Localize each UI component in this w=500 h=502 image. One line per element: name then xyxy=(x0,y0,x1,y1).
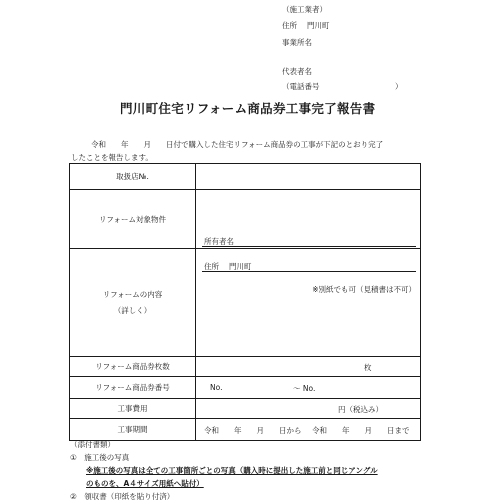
content-note: ※別紙でも可（見積書は不可） xyxy=(312,284,416,294)
target-property-field[interactable] xyxy=(196,190,421,271)
target-property-label: リフォーム対象物件 xyxy=(70,190,196,249)
cost-field[interactable] xyxy=(196,399,421,419)
header-address-label: 住所 xyxy=(282,21,297,30)
content-sub-label: （詳しく） xyxy=(113,306,152,315)
voucher-no-label: リフォーム商品券番号 xyxy=(70,377,196,399)
property-address-value: 門川町 xyxy=(229,262,252,271)
period-to: 令和 年 月 日まで xyxy=(312,426,410,435)
attachments-heading: （添付書類） xyxy=(70,440,115,449)
intro-line-1: 令和 年 月 日付で購入した住宅リフォーム商品券の工事が下記のとおり完了 xyxy=(91,140,384,149)
office-name-label: 事業所名 xyxy=(282,38,312,47)
attachment-note-b: のものを、A４サイズ用紙へ貼付） xyxy=(86,479,204,488)
period-from: 令和 年 月 日から xyxy=(204,426,302,435)
content-label: リフォームの内容 （詳しく） xyxy=(70,249,196,357)
phone-label: （電話番号 xyxy=(282,82,320,91)
voucher-no-field[interactable] xyxy=(196,377,421,399)
property-address-label: 住所 xyxy=(204,262,219,271)
report-table xyxy=(69,163,421,441)
cost-label: 工事費用 xyxy=(70,399,196,419)
period-label: 工事期間 xyxy=(70,419,196,441)
owner-name-label: 所有者名 xyxy=(204,237,234,246)
contractor-label: （施工業者） xyxy=(282,5,327,14)
voucher-count-unit: 枚 xyxy=(364,363,372,372)
address-underline xyxy=(202,271,416,272)
attachment-item-1: ① 施工後の写真 xyxy=(70,453,130,462)
header-address-value: 門川町 xyxy=(307,21,330,30)
cost-unit: 円（税込み） xyxy=(338,405,383,414)
phone-close: ） xyxy=(395,82,403,91)
voucher-count-field[interactable] xyxy=(196,357,421,377)
voucher-no-from: No. xyxy=(210,383,223,392)
attachment-item-2: ② 領収書（印紙を貼り付済） xyxy=(70,492,175,501)
attachment-note-a: ※施工後の写真は全ての工事箇所ごとの写真（購入時に提出した施工前と同じアングル xyxy=(86,466,378,475)
store-no-field[interactable] xyxy=(196,164,421,190)
document-title: 門川町住宅リフォーム商品券工事完了報告書 xyxy=(120,101,376,116)
voucher-no-to: ～ No. xyxy=(293,384,316,393)
voucher-count-label: リフォーム商品券枚数 xyxy=(70,357,196,377)
intro-line-2: したことを報告します。 xyxy=(71,153,153,162)
representative-label: 代表者名 xyxy=(282,67,312,76)
store-no-label: 取扱店№. xyxy=(70,164,196,190)
period-field[interactable] xyxy=(196,419,421,441)
owner-underline xyxy=(202,246,416,247)
